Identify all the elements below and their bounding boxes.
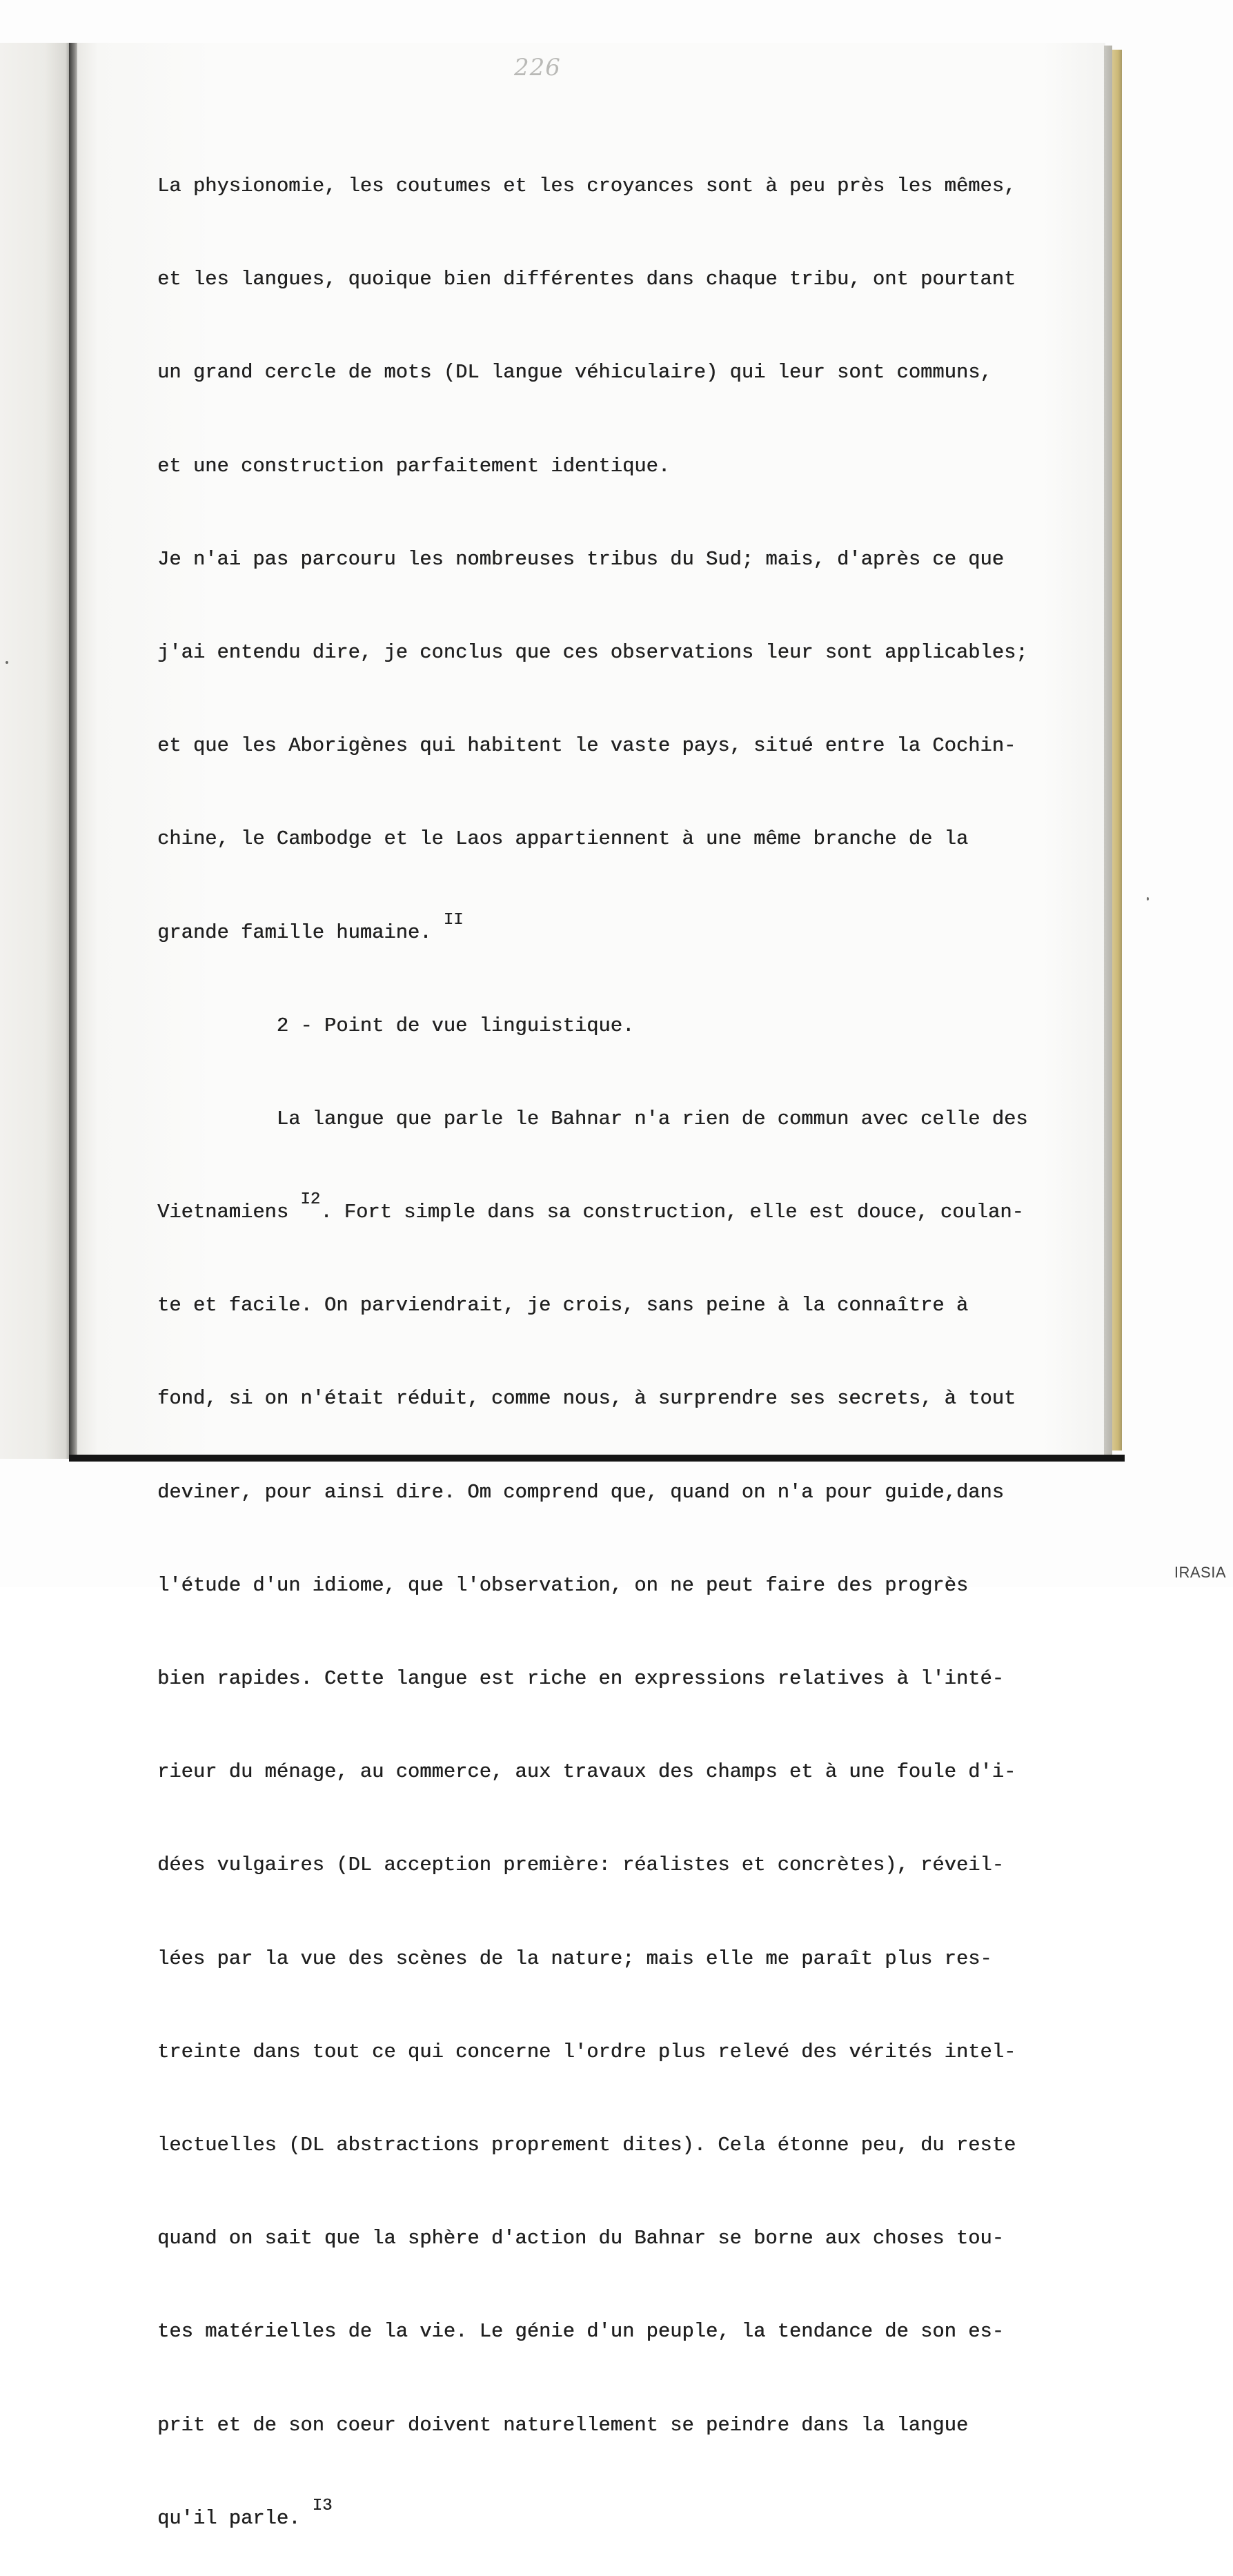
text-line: tes matérielles de la vie. Le génie d'un peuple, la tendance de son es- bbox=[157, 2320, 1004, 2343]
text-line: lées par la vue des scènes de la nature; mais elle me paraît plus res- bbox=[157, 1947, 992, 1970]
text-line bbox=[157, 910, 1109, 967]
text-line: lectuelles (DL abstractions proprement dites). Cela étonne peu, du reste bbox=[157, 2133, 1016, 2156]
text-line: un grand cercle de mots (DL langue véhiculaire) qui leur sont communs, bbox=[157, 361, 992, 384]
body-text bbox=[157, 128, 1109, 2576]
text-segment: . Fort simple dans sa construction, elle est douce, coulan- bbox=[320, 1201, 1024, 1224]
facing-page bbox=[0, 43, 75, 1459]
text-line: treinte dans tout ce qui concerne l'ordre plus relevé des vérités intel- bbox=[157, 2040, 1016, 2063]
text-line: prit et de son coeur doivent naturellement se peindre dans la langue bbox=[157, 2413, 969, 2437]
footnote-marker: II bbox=[443, 910, 464, 930]
text-line: te et facile. On parviendrait, je crois, sans peine à la connaître à bbox=[157, 1294, 969, 1317]
text-segment: grande famille humaine. bbox=[157, 921, 432, 944]
text-line: quand on sait que la sphère d'action du Bahnar se borne aux choses tou- bbox=[157, 2227, 1004, 2250]
text-line: dées vulgaires (DL acception première: réalistes et concrètes), réveil- bbox=[157, 1854, 1004, 1877]
text-line: deviner, pour ainsi dire. Om comprend que, quand on n'a pour guide,dans bbox=[157, 1480, 1004, 1504]
dust-speck bbox=[1147, 897, 1149, 901]
text-line: et les langues, quoique bien différentes dans chaque tribu, ont pourtant bbox=[157, 268, 1016, 291]
text-line: chine, le Cambodge et le Laos appartiennent à une même branche de la bbox=[157, 827, 969, 851]
footnote-marker: I2 bbox=[300, 1190, 321, 1210]
text-line: Je n'ai pas parcouru les nombreuses tribus du Sud; mais, d'après ce que bbox=[157, 547, 1004, 571]
text-line bbox=[157, 1190, 1109, 1247]
text-line bbox=[157, 2496, 1109, 2553]
book-edge bbox=[1112, 50, 1122, 1451]
section-heading: 2 - Point de vue linguistique. bbox=[157, 1014, 635, 1037]
page-number: 226 bbox=[514, 54, 561, 81]
text-segment: Vietnamiens bbox=[157, 1201, 301, 1224]
text-line: l'étude d'un idiome, que l'observation, on ne peut faire des progrès bbox=[157, 1573, 969, 1597]
dust-speck bbox=[6, 661, 8, 664]
text-line: La physionomie, les coutumes et les croyances sont à peu près les mêmes, bbox=[157, 175, 1016, 197]
watermark: IRASIA bbox=[1174, 1564, 1226, 1581]
text-line: j'ai entendu dire, je conclus que ces observations leur sont applicables; bbox=[157, 640, 1028, 664]
text-line: et une construction parfaitement identique. bbox=[157, 454, 671, 478]
text-line: La langue que parle le Bahnar n'a rien de commun avec celle des bbox=[157, 1107, 1028, 1130]
text-line: et que les Aborigènes qui habitent le vaste pays, situé entre la Cochin- bbox=[157, 734, 1016, 758]
text-line: rieur du ménage, au commerce, aux travaux des champs et à une foule d'i- bbox=[157, 1760, 1016, 1784]
text-line: fond, si on n'était réduit, comme nous, à surprendre ses secrets, à tout bbox=[157, 1387, 1016, 1410]
text-segment: qu'il parle. bbox=[157, 2506, 313, 2530]
text-line: bien rapides. Cette langue est riche en expressions relatives à l'inté- bbox=[157, 1667, 1004, 1690]
footnote-marker: I3 bbox=[312, 2496, 333, 2515]
